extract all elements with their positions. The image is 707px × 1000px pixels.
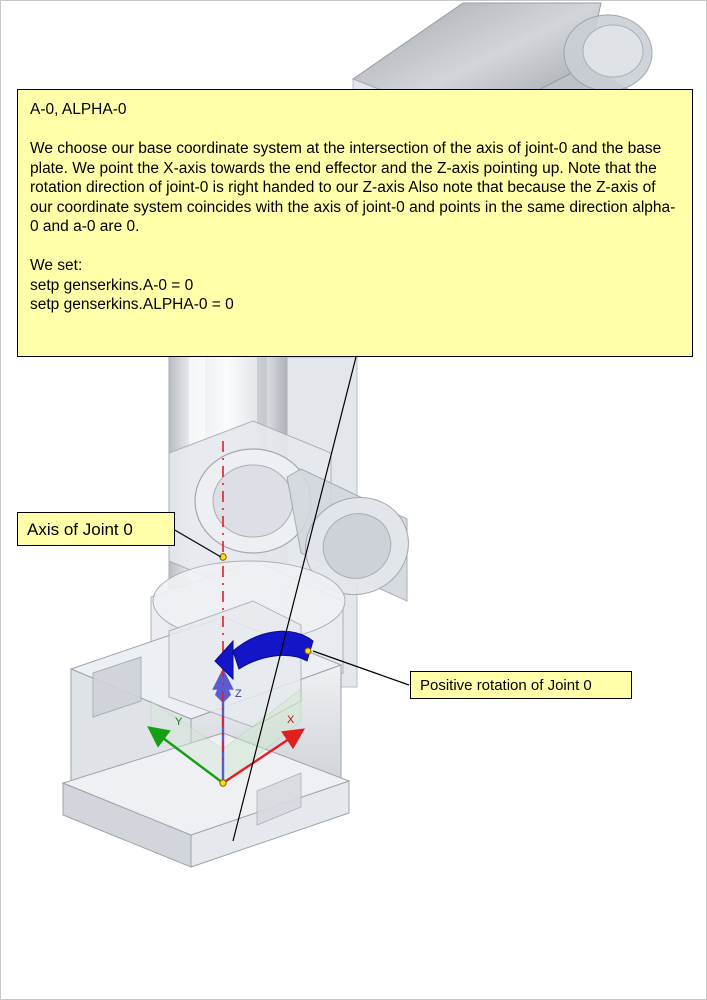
note-command-1: setp genserkins.A-0 = 0	[30, 276, 194, 294]
note-command-2: setp genserkins.ALPHA-0 = 0	[30, 296, 234, 313]
note-heading: A-0, ALPHA-0	[30, 101, 127, 118]
note-spacer-2	[30, 238, 34, 255]
note-we-set: We set:	[30, 257, 83, 274]
z-axis-label: Z	[235, 688, 242, 700]
y-axis-label: Y	[175, 716, 183, 728]
label-positive-rotation-of-joint-0: Positive rotation of Joint 0	[410, 671, 632, 699]
annotation-note-a0-alpha0	[17, 89, 693, 357]
note-spacer-1	[30, 121, 34, 138]
label-axis-of-joint-0: Axis of Joint 0	[17, 512, 175, 546]
note-paragraph: We choose our base coordinate system at the intersection of the axis of joint-0 and the base plate. We point the X-axis towards the end effector and the Z-axis pointing up. Note that the rotation direction of joint-0 is right handed to our Z-axis Also note that because the Z-axis of our coordinate system coincides with the axis of joint-0 and points in the same direction alpha-0 and a-0 are 0.	[30, 140, 676, 235]
x-axis-label: X	[287, 714, 295, 726]
